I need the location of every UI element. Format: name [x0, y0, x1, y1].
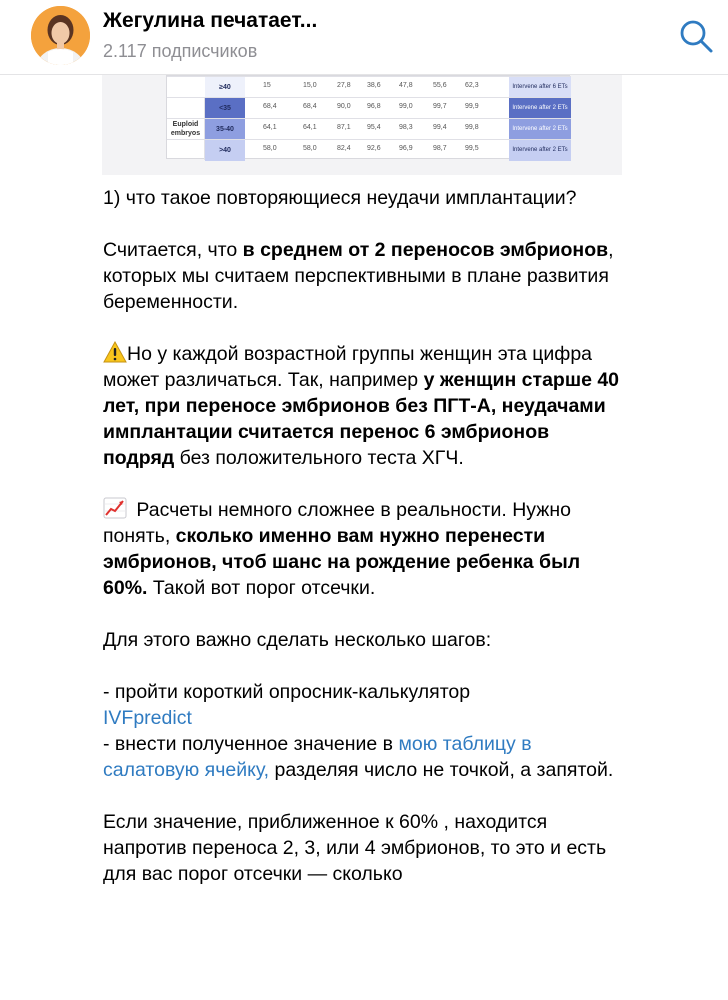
text-span: Но у каждой возрастной группы женщин эта цифра может различаться. Так, например — [103, 343, 593, 391]
table-cell: 68,4 — [263, 103, 277, 110]
table-cell: 64,1 — [263, 124, 277, 131]
table-cell: 96,9 — [399, 145, 413, 152]
table-cell: 47,8 — [399, 82, 413, 89]
text-span: разделяя число не точкой, а запятой. — [269, 759, 614, 781]
table-cell: 99,4 — [433, 124, 447, 131]
paragraph-1: 1) что такое повторяющиеся неудачи имплантации? — [103, 187, 577, 209]
avatar-photo-icon — [31, 6, 90, 65]
age-cell: 35-40 — [205, 119, 245, 140]
age-cell: >40 — [205, 140, 245, 161]
table-row — [167, 97, 571, 118]
text-span: , которых мы считаем перспективными в плане развития беременности. — [103, 239, 614, 313]
age-cell: ≥40 — [205, 77, 245, 98]
paragraph-6 — [103, 679, 623, 731]
channel-title: Жегулина печатает... — [103, 9, 318, 32]
warning-icon — [103, 341, 127, 363]
table-cell: 68,4 — [303, 103, 317, 110]
table-cell: 99,0 — [399, 103, 413, 110]
table-cell: 62,3 — [465, 82, 479, 89]
paragraph-2 — [103, 237, 623, 315]
intervene-cell: Intervene after 6 ETs — [509, 77, 571, 98]
table-link[interactable]: мою таблицу в салатовую ячейку, — [103, 733, 532, 781]
paragraph-3 — [103, 341, 623, 471]
paragraph-5: Для этого важно сделать несколько шагов: — [103, 629, 492, 651]
table-cell: 38,6 — [367, 82, 381, 89]
table-cell: 98,3 — [399, 124, 413, 131]
text-span: без положительного теста ХГЧ. — [174, 447, 464, 469]
table-cell: 27,8 — [337, 82, 351, 89]
table-cell: 64,1 — [303, 124, 317, 131]
subscriber-count: 2.117 подписчиков — [103, 41, 258, 61]
table-row — [167, 139, 571, 160]
table-row — [167, 118, 571, 139]
channel-header — [0, 0, 728, 75]
bold-text: у женщин старше 40 лет, при переносе эмбрионов без ПГТ-А, неудачами имплантации считается перенос 6 эмбрионов подряд — [103, 369, 620, 469]
text-span: Расчеты немного сложнее в реальности. Нужно понять, — [103, 499, 571, 547]
paragraph-4 — [103, 497, 623, 601]
channel-avatar[interactable] — [31, 6, 90, 65]
intervene-cell: Intervene after 2 ETs — [509, 140, 571, 161]
table-cell: 99,5 — [465, 145, 479, 152]
ivfpredict-link[interactable]: IVFpredict — [103, 707, 192, 729]
intervene-cell: Intervene after 2 ETs — [509, 98, 571, 119]
paragraph-8: Если значение, приближенное к 60% , находится напротив переноса 2, 3, или 4 эмбрионов, то это и есть для вас порог отсечки — сколько — [103, 811, 607, 885]
table-cell: 96,8 — [367, 103, 381, 110]
text-span: - пройти короткий опросник-калькулятор — [103, 681, 471, 703]
table-cell: 90,0 — [337, 103, 351, 110]
text-span: - внести полученное значение в — [103, 733, 399, 755]
text-span: Считается, что — [103, 239, 243, 261]
table-cell: 99,8 — [465, 124, 479, 131]
table-cell: 15 — [263, 82, 271, 89]
table-cell: 15,0 — [303, 82, 317, 89]
search-icon — [676, 16, 716, 56]
table-cell: 98,7 — [433, 145, 447, 152]
paragraph-7 — [103, 731, 623, 783]
table-cell: 55,6 — [433, 82, 447, 89]
search-button[interactable] — [676, 16, 716, 56]
table-cell: 58,0 — [303, 145, 317, 152]
table-cell: 92,6 — [367, 145, 381, 152]
chart-increasing-icon — [103, 497, 127, 519]
message-text — [103, 185, 623, 887]
text-span: Такой вот порог отсечки. — [147, 577, 376, 599]
table-cell: 58,0 — [263, 145, 277, 152]
table-cell: 87,1 — [337, 124, 351, 131]
table-cell: 82,4 — [337, 145, 351, 152]
table-cell: 95,4 — [367, 124, 381, 131]
table-row — [167, 76, 571, 97]
age-cell: <35 — [205, 98, 245, 119]
intervene-cell: Intervene after 2 ETs — [509, 119, 571, 140]
message-image[interactable] — [102, 75, 622, 175]
table-picture — [166, 75, 570, 159]
table-cell: 99,9 — [465, 103, 479, 110]
table-cell: 99,7 — [433, 103, 447, 110]
group-label: Euploid embryos — [167, 97, 205, 160]
bold-text: сколько именно вам нужно перенести эмбрионов, чтоб шанс на рождение ребенка был 60%. — [103, 525, 581, 599]
bold-text: в среднем от 2 переносов эмбрионов — [242, 239, 609, 261]
